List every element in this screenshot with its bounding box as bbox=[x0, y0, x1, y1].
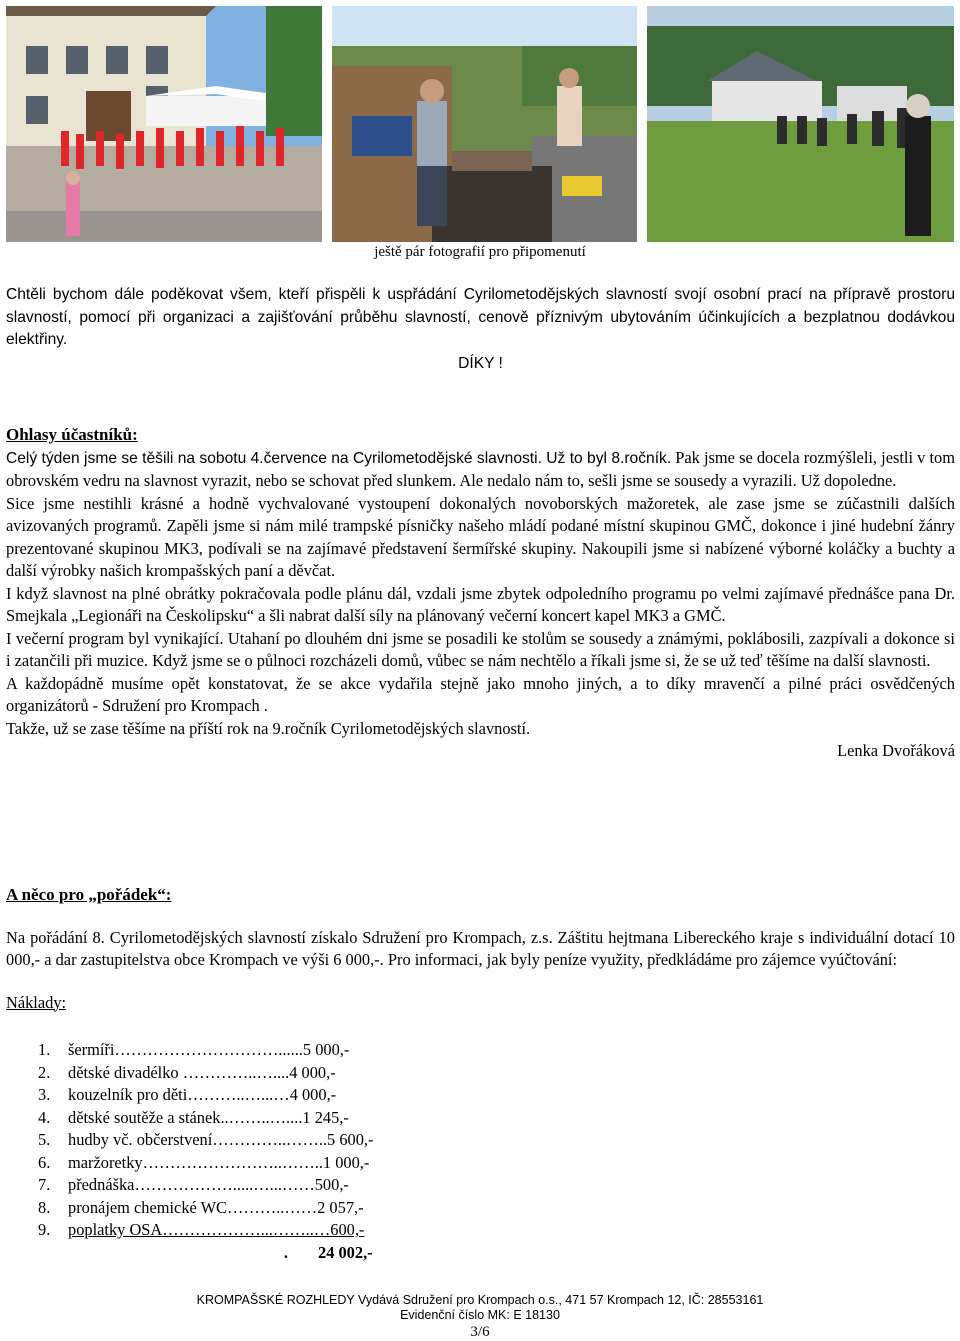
ohlasy-author: Lenka Dvořáková bbox=[837, 741, 955, 760]
footer-publisher: KROMPAŠSKÉ ROZHLEDY Vydává Sdružení pro Krompach o.s., 471 57 Krompach 12, IČ: 28553161 bbox=[196, 1293, 764, 1307]
ohlasy-heading: Ohlasy účastníků: bbox=[6, 425, 138, 444]
cost-item bbox=[38, 1152, 373, 1175]
cost-item-text: kouzelník pro děti………..…...…4 000,- bbox=[68, 1085, 337, 1104]
cost-item-number: 2. bbox=[38, 1062, 51, 1082]
photo-strip bbox=[6, 6, 954, 242]
ohlasy-paragraph-2: Sice jsme nestihli krásné a hodně vychvalované vystoupení dokonalých novoborských mažoretek, ale zase jsme se zúčastnili dalších avizovaných programů. Zapěli jsme si nám milé trampské písničky našeho mládí podané místní skupinou GMČ, dokonce i jiné hudební žánry prezentované skupinou MK3, podívali se na zajímavé představení šermířské skupiny. Nakoupili jsme si nabízené výborné koláčky a buchty a další výrobky našich krompašských paní a děvčat. bbox=[6, 493, 955, 580]
cost-item-number: 1. bbox=[38, 1040, 51, 1059]
cost-item-number: 8. bbox=[38, 1197, 51, 1217]
ohlasy-paragraph-4: I večerní program byl vynikající. Utahaní po dlouhém dni jsme se posadili ke stolům se sousedy a známými, poklábosili, zazpívali a dokonce si i zatančili při muzice. Když jsme se o půlnoci rozcházeli domů, vůbec se nám nechtělo a říkali jsme si, že se už teď těšíme na další slavnosti. bbox=[6, 628, 955, 670]
cost-item bbox=[38, 1107, 373, 1130]
cost-item-text: dětské soutěže a stánek..……..…....1 245,- bbox=[68, 1107, 349, 1127]
ohlasy-section bbox=[6, 424, 955, 763]
ohlasy-paragraph-3: I když slavnost na plné obrátky pokračovala podle plánu dál, vzdali jsme zbytek odpoledního programu po velmi zajímavé přednášce pana Dr. Smejkala „Legionáři na Českolipsku“ a šli nabrat další síly na plánovaný večerní koncert kapel MK3 a GMČ. bbox=[6, 583, 955, 625]
naklady-label: Náklady: bbox=[6, 992, 67, 1012]
cost-item-number: 7. bbox=[38, 1175, 51, 1194]
cost-item-text: dětské divadélko …………..…....4 000,- bbox=[68, 1062, 336, 1082]
ohlasy-paragraph-5: A každopádně musíme opět konstatovat, že se akce vydařila stejně jako mnoho jiných, a to díky mravenčí a pilné práci osvědčených organizátorů - Sdružení pro Krompach . bbox=[6, 673, 955, 715]
poradek-section bbox=[6, 884, 955, 1014]
cost-item-text: pronájem chemické WC………..……2 057,- bbox=[68, 1197, 364, 1217]
photo-blacksmith bbox=[332, 6, 637, 242]
cost-item bbox=[38, 1219, 373, 1242]
footer bbox=[0, 1293, 960, 1341]
cost-item-number: 9. bbox=[38, 1220, 51, 1239]
photo-icon bbox=[332, 6, 637, 242]
cost-item-text: maržoretky……………………..……..1 000,- bbox=[68, 1152, 370, 1172]
cost-list bbox=[38, 1039, 373, 1264]
cost-total-value: 24 002,- bbox=[318, 1242, 373, 1262]
cost-item bbox=[38, 1062, 373, 1085]
photo-caption: ještě pár fotografií pro připomenutí bbox=[374, 244, 586, 260]
cost-item bbox=[38, 1039, 373, 1062]
thanks-paragraph: Chtěli bychom dále poděkovat všem, kteří přispěli k uspřádání Cyrilometodějských slavností svojí osobní prací na přípravě prostoru slavností, pomocí při organizaci a zajišťování průběhu slavností, cenově příznivým ubytováním účinkujících a bezplatnou dodávkou elektřiny. bbox=[6, 286, 955, 348]
cost-item-text: hudby vč. občerstvení…………..……..5 600,- bbox=[68, 1130, 374, 1149]
cost-item bbox=[38, 1174, 373, 1197]
photo-icon bbox=[647, 6, 954, 242]
cost-item-number: 3. bbox=[38, 1085, 51, 1104]
footer-registration: Evidenční číslo MK: E 18130 bbox=[400, 1308, 560, 1322]
ohlasy-paragraph-1-rest: Pak jsme se docela rozmýšleli, jestli v tom obrovském vedru na slavnost vyrazit, nebo se schovat před slunkem. Ale nedalo nám to, sešli jsme se sousedy a vyrazili. Už dopoledne. bbox=[6, 447, 955, 490]
photo-majorettes bbox=[6, 6, 322, 242]
page-number: 3/6 bbox=[470, 1324, 490, 1340]
cost-item bbox=[38, 1084, 373, 1107]
cost-item-number: 6. bbox=[38, 1152, 51, 1172]
thanks-diky: DÍKY ! bbox=[458, 354, 503, 372]
cost-item-number: 4. bbox=[38, 1107, 51, 1127]
cost-item bbox=[38, 1197, 373, 1220]
photo-evening-crowd bbox=[647, 6, 954, 242]
cost-item-text: přednáška……………….....…...……500,- bbox=[68, 1175, 349, 1194]
cost-item bbox=[38, 1129, 373, 1152]
ohlasy-paragraph-1-start: Celý týden jsme se těšili na sobotu 4.července na Cyrilometodějské slavnosti. Už to byl 8.ročník. bbox=[6, 449, 672, 467]
ohlasy-paragraph-1 bbox=[6, 447, 955, 493]
cost-total-dot: . bbox=[283, 1242, 288, 1262]
photo-icon bbox=[6, 6, 322, 242]
cost-total bbox=[38, 1242, 373, 1265]
cost-item-number: 5. bbox=[38, 1130, 51, 1149]
poradek-paragraph: Na pořádání 8. Cyrilometodějských slavností získalo Sdružení pro Krompach, z.s. Záštitu hejtmana Libereckého kraje s individuální dotací 10 000,- a dar zastupitelstva obce Krompach ve výši 6 000,-. Pro informaci, jak byly peníze využity, předkládáme pro zájemce vyúčtování: bbox=[6, 927, 955, 969]
thanks-section bbox=[6, 284, 955, 375]
cost-item-text: šermíři…………………………......5 000,- bbox=[68, 1040, 350, 1059]
cost-item-text: poplatky OSA………………...……..…600,- bbox=[68, 1220, 365, 1239]
poradek-heading: A něco pro „pořádek“: bbox=[6, 885, 172, 904]
ohlasy-paragraph-6: Takže, už se zase těšíme na příští rok na 9.ročník Cyrilometodějských slavností. bbox=[6, 718, 531, 738]
